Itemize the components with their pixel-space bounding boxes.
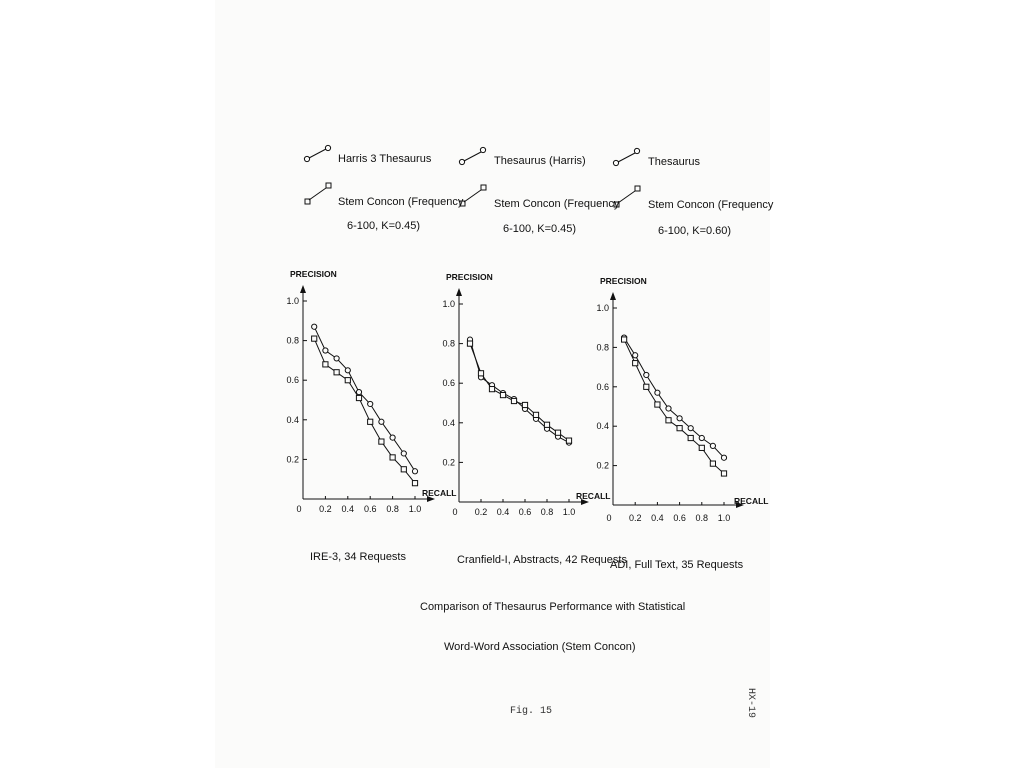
data-point-circle <box>688 426 693 431</box>
caption-line-2: Word-Word Association (Stem Concon) <box>444 641 636 653</box>
legend-2 <box>459 147 619 235</box>
legend-2-circle-label: Thesaurus (Harris) <box>494 155 586 167</box>
data-point-square <box>666 418 671 423</box>
y-axis-label: PRECISION <box>290 269 337 279</box>
data-point-square <box>633 361 638 366</box>
data-point-square <box>644 384 649 389</box>
x-tick-label: 0.6 <box>673 513 686 523</box>
legend-1-circle-label: Harris 3 Thesaurus <box>338 153 432 165</box>
x-tick-label: 0.6 <box>363 504 377 514</box>
series-stem-concon-line <box>624 340 724 474</box>
legend-3 <box>613 148 773 237</box>
x-tick-label: 0.2 <box>628 513 642 523</box>
x-tick-label: 0 <box>606 513 612 523</box>
legend-3-params: 6-100, K=0.60) <box>658 225 732 237</box>
data-point-square <box>710 461 715 466</box>
data-point-square <box>655 402 660 407</box>
x-tick-label: 1.0 <box>717 513 731 523</box>
data-point-square <box>622 337 627 342</box>
y-tick-label: 1.0 <box>442 299 455 309</box>
y-tick-label: 0.6 <box>596 381 609 392</box>
figure-label: Fig. 15 <box>510 706 553 717</box>
data-point-square <box>721 471 726 476</box>
legend-3-circle-end-marker <box>634 148 639 153</box>
x-tick-label: 0.8 <box>695 513 709 523</box>
legend-1 <box>304 145 463 232</box>
legend-1-circle-line <box>309 149 326 158</box>
data-point-circle <box>655 390 660 395</box>
data-point-circle <box>368 401 373 406</box>
x-axis-label: RECALL <box>734 496 769 506</box>
x-tick-label: 0.4 <box>496 507 510 517</box>
x-tick-label: 0.6 <box>518 507 532 517</box>
data-point-square <box>677 426 682 431</box>
data-point-square <box>555 430 560 435</box>
y-tick-label: 0.4 <box>596 421 609 432</box>
data-point-square <box>323 362 328 367</box>
y-tick-label: 0.6 <box>286 375 299 386</box>
data-point-square <box>533 412 538 417</box>
legend-2-square-label: Stem Concon (Frequency <box>494 198 620 210</box>
data-point-circle <box>323 348 328 353</box>
x-tick-label: 0.4 <box>341 504 355 514</box>
data-point-square <box>412 481 417 486</box>
chart-cranfield <box>442 272 627 566</box>
x-tick-label: 1.0 <box>408 504 422 514</box>
data-point-circle <box>312 324 317 329</box>
caption-line-1: Comparison of Thesaurus Performance with Statistical <box>420 601 686 613</box>
data-point-circle <box>401 451 406 456</box>
side-mark: HX-19 <box>745 688 756 719</box>
legend-3-circle-line <box>618 153 635 162</box>
data-point-circle <box>644 372 649 377</box>
y-tick-label: 1.0 <box>286 296 299 306</box>
x-tick-label: 0.2 <box>474 507 488 517</box>
data-point-square <box>478 371 483 376</box>
data-point-square <box>390 455 395 460</box>
data-point-circle <box>390 435 395 440</box>
chart-ire3 <box>286 269 456 563</box>
y-tick-label: 0.4 <box>286 414 299 425</box>
legend-2-params: 6-100, K=0.45) <box>503 223 577 235</box>
series-thesaurus-line <box>624 338 724 458</box>
y-tick-label: 0.2 <box>442 457 455 468</box>
data-point-square <box>500 392 505 397</box>
data-point-square <box>356 395 361 400</box>
y-axis-label: PRECISION <box>446 272 493 282</box>
series-stem-concon-line <box>314 339 415 484</box>
x-tick-label: 0.2 <box>319 504 332 514</box>
chart-title: ADI, Full Text, 35 Requests <box>610 559 744 571</box>
x-tick-label: 0.4 <box>651 513 664 523</box>
x-tick-label: 1.0 <box>562 507 576 517</box>
y-tick-label: 0.8 <box>596 342 609 353</box>
y-axis-arrow <box>610 292 616 300</box>
y-tick-label: 0.8 <box>442 338 455 349</box>
data-point-square <box>489 387 494 392</box>
y-tick-label: 0.2 <box>596 460 609 471</box>
x-tick-label: 0 <box>296 504 302 514</box>
legend-3-circle-label: Thesaurus <box>648 156 700 168</box>
data-point-circle <box>699 435 704 440</box>
legend-2-square-end-marker <box>481 185 486 190</box>
data-point-square <box>379 439 384 444</box>
data-point-circle <box>710 443 715 448</box>
legend-2-circle-end-marker <box>480 147 485 152</box>
legend-1-circle-start-marker <box>304 156 309 161</box>
data-point-square <box>566 438 571 443</box>
data-point-square <box>688 435 693 440</box>
legend-2-circle-start-marker <box>459 159 464 164</box>
data-point-square <box>522 402 527 407</box>
legend-1-square-label: Stem Concon (Frequency <box>338 196 464 208</box>
data-point-square <box>467 341 472 346</box>
data-point-square <box>401 467 406 472</box>
y-tick-label: 0.4 <box>442 417 455 428</box>
legend-3-square-line <box>618 191 635 203</box>
y-tick-label: 0.8 <box>286 335 299 346</box>
y-axis-arrow <box>300 285 306 293</box>
x-tick-label: 0 <box>452 507 458 517</box>
data-point-circle <box>334 356 339 361</box>
data-point-square <box>345 378 350 383</box>
data-point-square <box>312 336 317 341</box>
legend-2-circle-line <box>464 152 481 161</box>
legend-3-square-end-marker <box>635 186 640 191</box>
data-point-circle <box>356 389 361 394</box>
y-tick-label: 0.6 <box>442 378 455 389</box>
y-axis-label: PRECISION <box>600 276 647 286</box>
data-point-circle <box>721 455 726 460</box>
x-tick-label: 0.8 <box>540 507 554 517</box>
chart-title: IRE-3, 34 Requests <box>310 551 406 563</box>
x-axis-label: RECALL <box>576 491 611 501</box>
data-point-square <box>544 422 549 427</box>
data-point-square <box>699 445 704 450</box>
data-point-square <box>334 370 339 375</box>
x-tick-label: 0.8 <box>386 504 399 514</box>
data-point-circle <box>633 353 638 358</box>
data-point-square <box>511 398 516 403</box>
series-stem-concon-line <box>470 344 569 441</box>
legend-3-circle-start-marker <box>613 160 618 165</box>
chart-adi <box>596 276 768 571</box>
x-axis-label: RECALL <box>422 488 457 498</box>
data-point-circle <box>666 406 671 411</box>
data-point-circle <box>345 368 350 373</box>
legend-2-square-line <box>464 190 481 202</box>
data-point-circle <box>412 469 417 474</box>
legend-1-circle-end-marker <box>325 145 330 150</box>
data-point-circle <box>379 419 384 424</box>
legend-1-square-end-marker <box>326 183 331 188</box>
y-tick-label: 1.0 <box>596 303 609 313</box>
legend-1-params: 6-100, K=0.45) <box>347 220 421 232</box>
y-axis-arrow <box>456 288 462 296</box>
series-thesaurus-line <box>470 340 569 443</box>
data-point-square <box>368 419 373 424</box>
data-point-circle <box>677 416 682 421</box>
legend-3-square-label: Stem Concon (Frequency <box>648 199 774 211</box>
legend-1-square-line <box>309 188 326 200</box>
series-thesaurus-line <box>314 327 415 472</box>
y-tick-label: 0.2 <box>286 454 299 465</box>
chart-title: Cranfield-I, Abstracts, 42 Requests <box>457 554 627 566</box>
